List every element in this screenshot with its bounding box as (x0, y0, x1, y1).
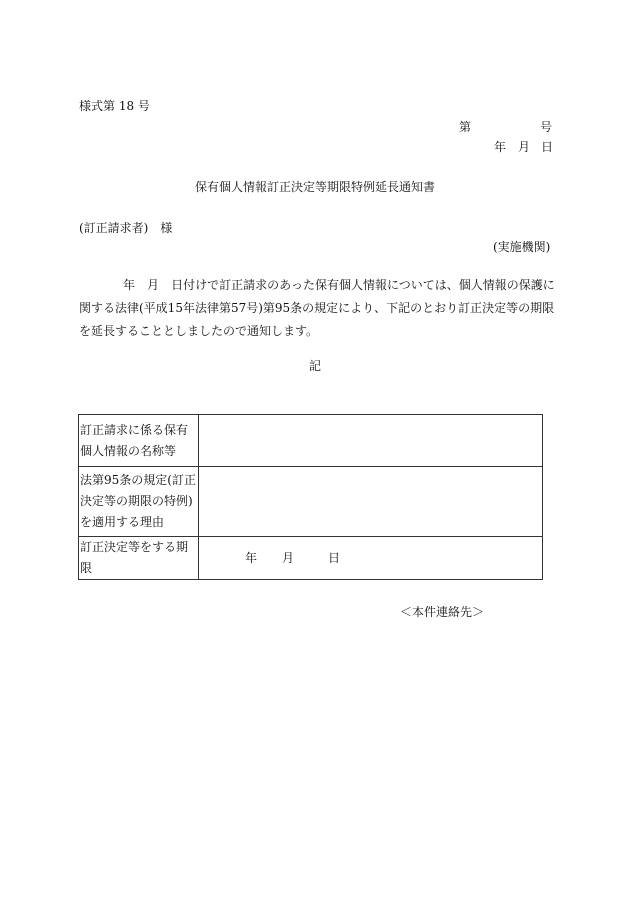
deadline-month: 月 (282, 550, 295, 565)
contact-heading: ＜本件連絡先＞ (400, 605, 485, 619)
row-value-deadline[interactable] (199, 537, 543, 580)
document-number-suffix: 号 (540, 120, 553, 134)
issue-date-month: 月 (518, 140, 531, 154)
row-label-reason: 法第95条の規定(訂正決定等の期限の特例)を適用する理由 (79, 467, 199, 537)
body-text: 日付けで訂正請求のあった保有個人情報については、個人情報の保護に関する法律(平成15年法律第57号)第95条の規定により、下記のとおり訂正決定等の期限を延長することとしましたので通知します。 (79, 278, 555, 338)
recipient-line: (訂正請求者) 様 (79, 221, 173, 235)
issue-date-day: 日 (541, 140, 554, 154)
notice-body (79, 274, 555, 343)
form-number: 様式第 18 号 (79, 99, 150, 113)
row-label-info-name: 訂正請求に係る保有個人情報の名称等 (79, 415, 199, 467)
document-title: 保有個人情報訂正決定等期限特例延長通知書 (194, 180, 435, 194)
table-row (79, 467, 543, 537)
ki-heading: 記 (308, 359, 321, 373)
table-row (79, 537, 543, 580)
issuing-agency: (実施機関) (493, 240, 551, 254)
row-value-reason[interactable] (199, 467, 543, 537)
body-year-word: 年 (123, 278, 136, 292)
row-value-info-name[interactable] (199, 415, 543, 467)
row-label-deadline: 訂正決定等をする期限 (79, 537, 199, 580)
deadline-year: 年 (245, 550, 258, 565)
details-table (78, 414, 543, 580)
table-row (79, 415, 543, 467)
document-number-prefix: 第 (459, 120, 472, 134)
issue-date-year: 年 (494, 140, 507, 154)
deadline-day: 日 (328, 550, 341, 565)
body-month-word: 月 (147, 278, 160, 292)
